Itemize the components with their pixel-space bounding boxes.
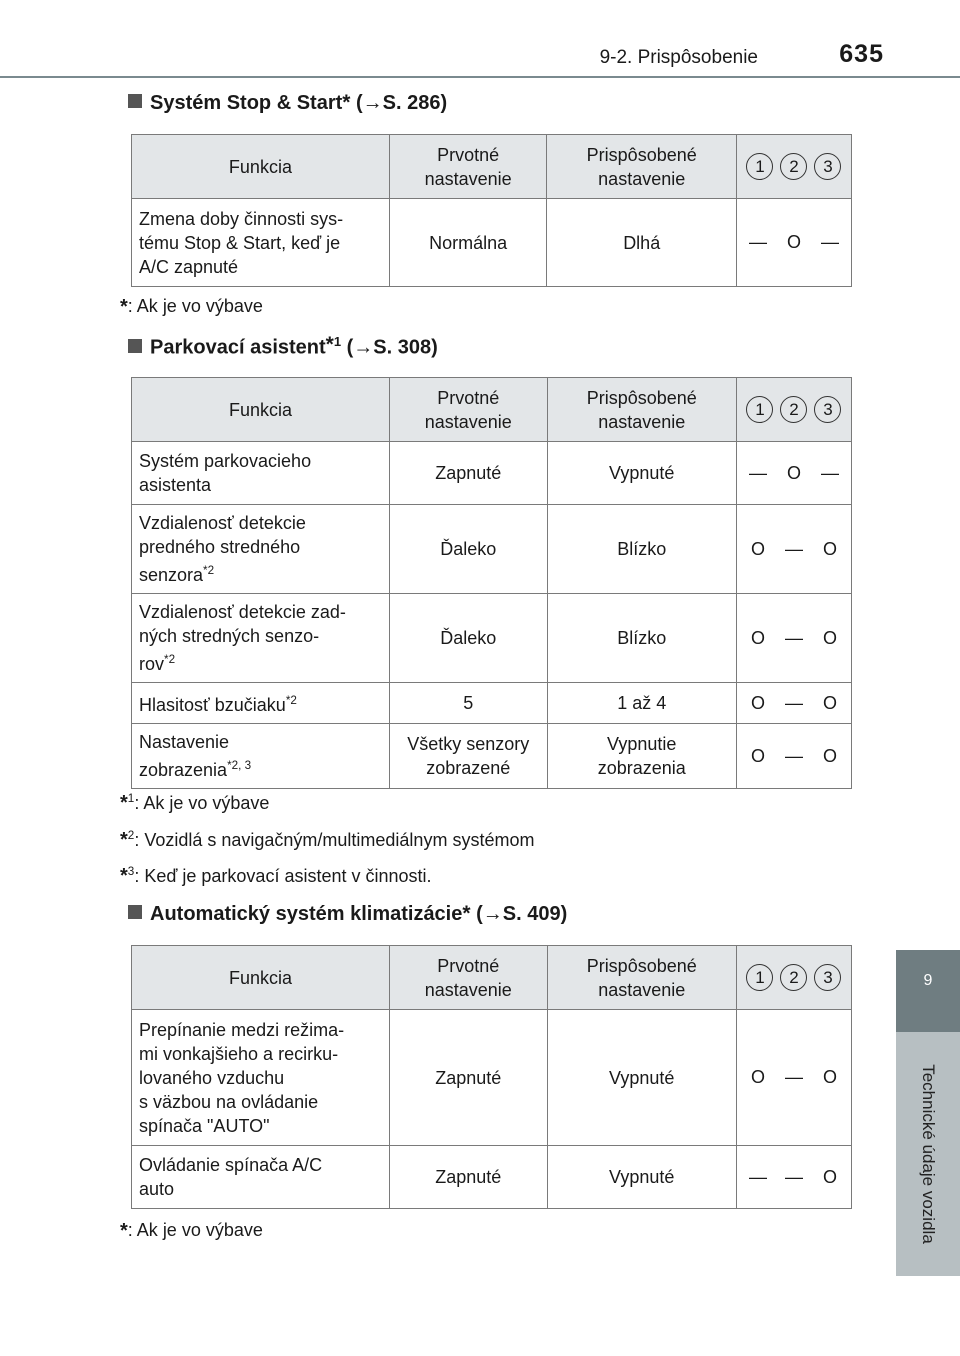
cell-custom: Vypnuté <box>547 1010 736 1146</box>
table-row <box>132 1010 852 1146</box>
table-row <box>132 1146 852 1209</box>
cell-initial: Zapnuté <box>389 1146 547 1209</box>
cell-function: Vzdialenosť detekcie predného stredného senzora$^{*2}$ <box>132 505 390 594</box>
table-row <box>132 505 852 594</box>
header-initial: Prvotné nastavenie <box>389 946 547 1010</box>
circled-number-3: 3 <box>814 964 841 991</box>
page-reference: (→S. 286) <box>356 92 448 114</box>
cell-custom: Dlhá <box>547 199 737 287</box>
section-title-climate: Automatický systém klimatizácie* (→S. 409) <box>128 903 567 926</box>
cell-custom: Vypnuté <box>547 442 736 505</box>
cell-initial: Ďaleko <box>390 594 548 683</box>
cell-initial: Zapnuté <box>390 442 548 505</box>
cell-custom: Vypnutie zobrazenia <box>547 724 736 789</box>
cell-function: Ovládanie spínača A/C auto <box>132 1146 390 1209</box>
cell-custom: Vypnuté <box>547 1146 736 1209</box>
table-row <box>132 199 852 287</box>
chapter-tab-label-text: Technické údaje vozidla <box>919 1064 938 1244</box>
cell-function: Prepínanie medzi režima- mi vonkajšieho a recirku- lovaného vzduchu s väzbou na ovládanie spínača "AUTO" <box>132 1010 390 1146</box>
page-reference: (→S. 308) <box>346 336 438 359</box>
table-row <box>132 442 852 505</box>
circled-number-1: 1 <box>746 153 773 180</box>
cell-custom: Blízko <box>547 594 736 683</box>
page-reference: (→S. 409) <box>476 903 568 925</box>
table-parking-assist <box>131 377 852 789</box>
cell-marks: — — O <box>736 1146 851 1209</box>
cell-initial: 5 <box>390 683 548 724</box>
circled-number-3: 3 <box>814 153 841 180</box>
table-stop-start <box>131 134 852 287</box>
header-section-title: 9-2. Prispôsobenie <box>599 47 758 68</box>
cell-function: Systém parkovacieho asistenta <box>132 442 390 505</box>
cell-custom: Blízko <box>547 505 736 594</box>
table-row <box>132 594 852 683</box>
chapter-tab-number: 9 <box>896 950 960 1032</box>
section-square-bullet <box>128 339 142 353</box>
circled-number-2: 2 <box>780 964 807 991</box>
circled-number-1: 1 <box>746 396 773 423</box>
header-function: Funkcia <box>132 378 390 442</box>
table-row <box>132 683 852 724</box>
section-square-bullet <box>128 905 142 919</box>
cell-marks: O — O <box>736 594 851 683</box>
footnote: *$^1$: Ak je vo výbave <box>120 792 270 814</box>
cell-initial: Ďaleko <box>390 505 548 594</box>
header-function: Funkcia <box>132 135 390 199</box>
cell-function: Hlasitosť bzučiaku$^{*2}$ <box>132 683 390 724</box>
cell-function: Zmena doby činnosti sys- tému Stop & Start, keď je A/C zapnuté <box>132 199 390 287</box>
cell-marks: — O — <box>736 442 851 505</box>
cell-custom: 1 až 4 <box>547 683 736 724</box>
header-numbers <box>736 378 851 442</box>
cell-initial: Zapnuté <box>389 1010 547 1146</box>
header-numbers <box>736 135 851 199</box>
cell-marks: O — O <box>736 683 851 724</box>
header-custom: Prispôsobené nastavenie <box>547 946 736 1010</box>
header-custom: Prispôsobené nastavenie <box>547 378 736 442</box>
section-square-bullet <box>128 94 142 108</box>
circled-number-1: 1 <box>746 964 773 991</box>
table-header-row <box>132 946 852 1010</box>
header-numbers <box>736 946 851 1010</box>
cell-marks: O — O <box>736 1010 851 1146</box>
cell-initial: Normálna <box>389 199 547 287</box>
cell-marks: — O — <box>736 199 851 287</box>
header-initial: Prvotné nastavenie <box>389 135 547 199</box>
cell-function: Vzdialenosť detekcie zad- ných stredných senzo- rov$^{*2}$ <box>132 594 390 683</box>
footnote: *$^3$: Keď je parkovací asistent v činnosti. <box>120 865 432 887</box>
header-custom: Prispôsobené nastavenie <box>547 135 737 199</box>
cell-marks: O — O <box>736 505 851 594</box>
table-header-row <box>132 135 852 199</box>
table-row <box>132 724 852 789</box>
circled-number-3: 3 <box>814 396 841 423</box>
cell-initial: Všetky senzory zobrazené <box>390 724 548 789</box>
footnote: *: Ak je vo výbave <box>120 1220 263 1242</box>
footnote: *: Ak je vo výbave <box>120 296 263 318</box>
cell-function: Nastavenie zobrazenia$^{*2, 3}$ <box>132 724 390 789</box>
page-number: 635 <box>839 40 884 68</box>
section-title-stop-start: Systém Stop & Start* (→S. 286) <box>128 92 447 115</box>
header-divider <box>0 76 960 78</box>
table-header-row <box>132 378 852 442</box>
section-title-parking-assist: Parkovací asistent*$^1$ (→S. 308) <box>128 334 438 360</box>
cell-marks: O — O <box>736 724 851 789</box>
footnote: *$^2$: Vozidlá s navigačným/multimediálnym systémom <box>120 829 535 851</box>
chapter-tab-label <box>896 1032 960 1276</box>
header-initial: Prvotné nastavenie <box>390 378 548 442</box>
table-climate <box>131 945 852 1209</box>
circled-number-2: 2 <box>780 153 807 180</box>
header-function: Funkcia <box>132 946 390 1010</box>
circled-number-2: 2 <box>780 396 807 423</box>
